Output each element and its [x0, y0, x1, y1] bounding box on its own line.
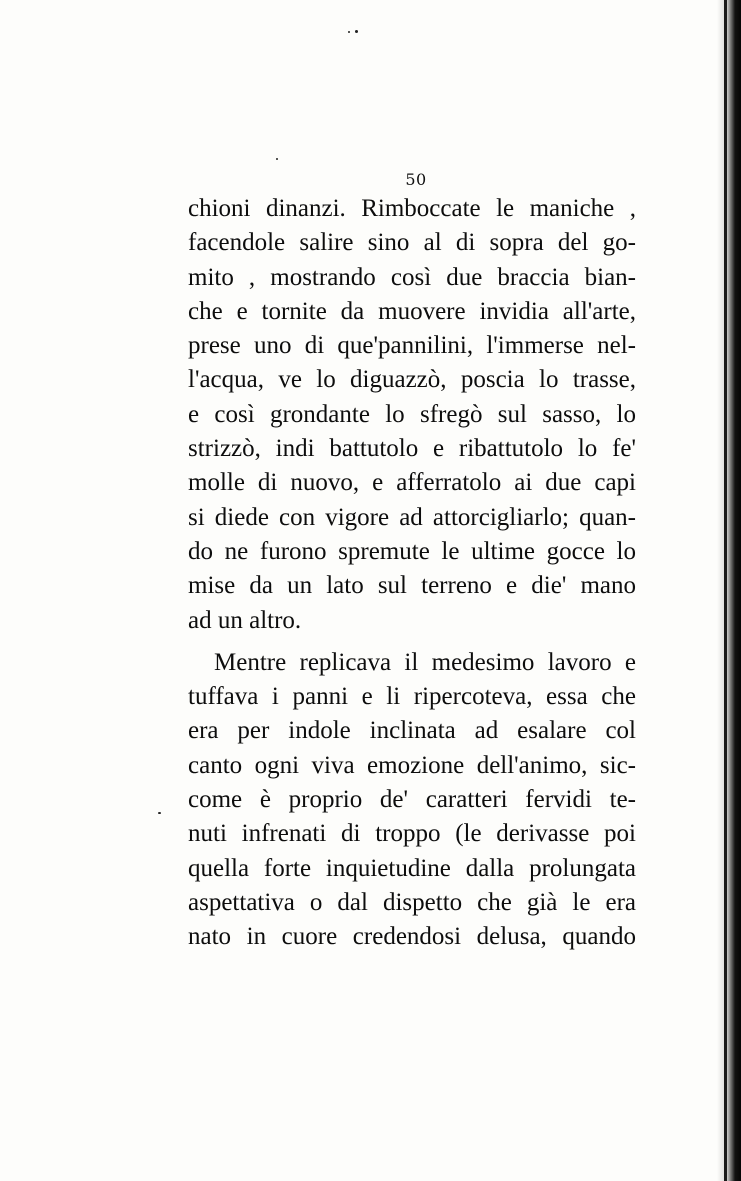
text-line: come è proprio de' caratteri fervidi te-: [188, 786, 636, 814]
text-line: e così grondante lo sfregò sul sasso, lo: [188, 400, 636, 428]
text-line: tuffava i panni e li ripercoteva, essa che: [188, 683, 636, 711]
text-line: prese uno di que'pannilini, l'immerse nel-: [188, 332, 636, 360]
text-line: chioni dinanzi. Rimboccate le maniche ,: [188, 195, 636, 222]
text-line: nuti infrenati di troppo (le derivasse poi: [188, 820, 636, 848]
text-line: che e tornite da muovere invidia all'arte,: [188, 297, 636, 325]
text-line: aspettativa o dal dispetto che già le era: [188, 888, 636, 916]
text-line: mito , mostrando così due braccia bian-: [188, 263, 636, 291]
page-spine-edge: [724, 0, 727, 1181]
body-text: [188, 192, 636, 955]
ink-speck: [158, 812, 161, 814]
text-line: mise da un lato sul terreno e die' mano: [188, 572, 636, 600]
text-line: nato in cuore credendosi delusa, quando: [188, 923, 636, 951]
text-line: ad un altro.: [188, 606, 302, 634]
text-line: strizzò, indi battutolo e ribattutolo lo fe': [188, 435, 636, 463]
ink-speck: [276, 158, 278, 160]
page-spine-shadow: [717, 0, 741, 1181]
ink-speck: [355, 30, 358, 33]
text-line: era per indole inclinata ad esalare col: [188, 717, 636, 745]
text-line: facendole salire sino al di sopra del go-: [188, 229, 636, 257]
text-line: canto ogni viva emozione dell'animo, sic-: [188, 751, 636, 779]
ink-speck: [348, 31, 350, 33]
text-line: quella forte inquietudine dalla prolungata: [188, 854, 636, 882]
text-line: Mentre replicava il medesimo lavoro e: [214, 648, 636, 676]
paragraph-gap: [188, 638, 636, 646]
page-number: 50: [405, 170, 427, 189]
text-line: l'acqua, ve lo diguazzò, poscia lo trasse,: [188, 366, 636, 394]
text-line: do ne furono spremute le ultime gocce lo: [188, 537, 636, 565]
text-line: si diede con vigore ad attorcigliarlo; quan-: [188, 503, 636, 531]
text-line: molle di nuovo, e afferratolo ai due capi: [188, 469, 636, 497]
